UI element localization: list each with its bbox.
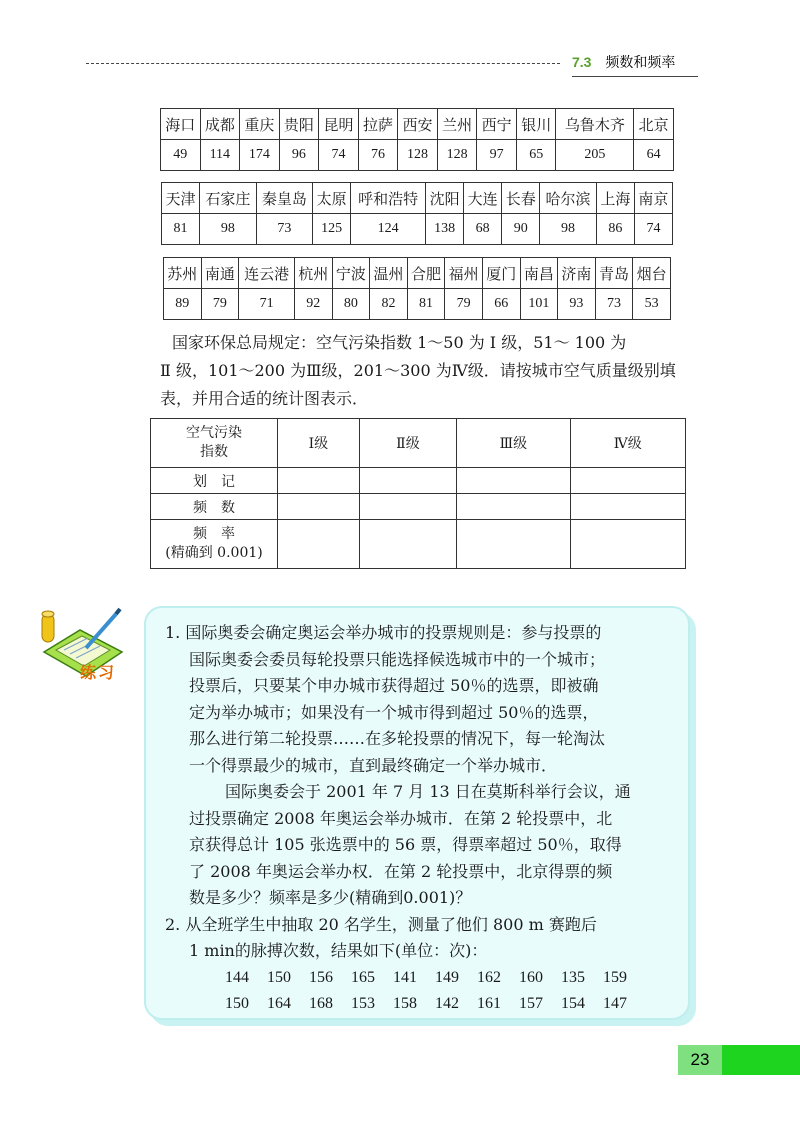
city-cell: 西安 bbox=[398, 109, 438, 140]
value-cell: 98 bbox=[540, 214, 597, 245]
city-cell: 昆明 bbox=[319, 109, 359, 140]
city-cell: 厦门 bbox=[482, 258, 520, 289]
city-values-row bbox=[161, 140, 674, 171]
value-cell: 98 bbox=[200, 214, 257, 245]
value-cell: 90 bbox=[502, 214, 540, 245]
value-cell: 138 bbox=[426, 214, 464, 245]
value-cell: 114 bbox=[200, 140, 240, 171]
practice-label: 练习 bbox=[80, 665, 117, 682]
city-names-row bbox=[162, 183, 673, 214]
row-label: 划 记 bbox=[151, 468, 278, 494]
city-cell: 南昌 bbox=[520, 258, 558, 289]
city-cell: 济南 bbox=[558, 258, 596, 289]
section-title: 频数和频率 bbox=[605, 54, 676, 70]
paragraph-line: 表，并用合适的统计图表示． bbox=[160, 389, 369, 408]
value-cell: 74 bbox=[634, 214, 672, 245]
city-table-1 bbox=[160, 108, 674, 171]
city-cell: 重庆 bbox=[240, 109, 280, 140]
q1b-line: 国际奥委会于 2001 年 7 月 13 日在莫斯科举行会议，通 bbox=[225, 782, 631, 801]
blank-cell bbox=[278, 520, 360, 569]
value-cell: 66 bbox=[482, 289, 520, 320]
city-cell: 苏州 bbox=[164, 258, 202, 289]
q1b-line: 京获得总计 105 张选票中的 56 票，得票率超过 50％，取得 bbox=[189, 835, 622, 854]
q1-line: 1. 国际奥委会确定奥运会举办城市的投票规则是：参与投票的 bbox=[165, 623, 602, 642]
value-cell: 80 bbox=[332, 289, 370, 320]
value-cell: 49 bbox=[161, 140, 201, 171]
q1b-line: 数是多少？频率是多少(精确到0.001)？ bbox=[189, 888, 472, 907]
city-cell: 大连 bbox=[464, 183, 502, 214]
blank-cell bbox=[278, 494, 360, 520]
value-cell: 89 bbox=[164, 289, 202, 320]
index-header-line: 空气污染 bbox=[186, 425, 242, 441]
pulse-data-row: 144 150 156 165 141 149 162 160 135 159 bbox=[225, 968, 627, 986]
city-cell: 北京 bbox=[634, 109, 674, 140]
value-cell: 73 bbox=[595, 289, 633, 320]
city-cell: 成都 bbox=[200, 109, 240, 140]
rate-row bbox=[151, 520, 686, 569]
city-cell: 烟台 bbox=[633, 258, 671, 289]
city-cell: 上海 bbox=[596, 183, 634, 214]
q1-line: 那么进行第二轮投票……在多轮投票的情况下，每一轮淘汰 bbox=[189, 729, 606, 748]
city-cell: 青岛 bbox=[595, 258, 633, 289]
q1-line: 一个得票最少的城市，直到最终确定一个举办城市． bbox=[189, 755, 558, 775]
city-cell: 海口 bbox=[161, 109, 201, 140]
index-header-line: 指数 bbox=[200, 444, 228, 460]
city-cell: 长春 bbox=[502, 183, 540, 214]
value-cell: 124 bbox=[351, 214, 426, 245]
level-header-row bbox=[151, 419, 686, 468]
value-cell: 174 bbox=[240, 140, 280, 171]
tally-row bbox=[151, 468, 686, 494]
city-cell: 兰州 bbox=[437, 109, 477, 140]
value-cell: 74 bbox=[319, 140, 359, 171]
air-quality-level-table bbox=[150, 418, 686, 569]
row-label bbox=[151, 520, 278, 569]
row-label: 频 数 bbox=[151, 494, 278, 520]
city-cell: 贵阳 bbox=[279, 109, 319, 140]
city-cell: 福州 bbox=[445, 258, 483, 289]
page-number: 23 bbox=[690, 1050, 710, 1069]
header-rule bbox=[86, 63, 560, 64]
value-cell: 53 bbox=[633, 289, 671, 320]
value-cell: 76 bbox=[358, 140, 398, 171]
value-cell: 92 bbox=[294, 289, 332, 320]
paragraph-line: 国家环保总局规定：空气污染指数 1～50 为 Ⅰ 级，51～ 100 为 bbox=[172, 333, 627, 352]
city-cell: 天津 bbox=[162, 183, 200, 214]
practice-text bbox=[165, 620, 675, 1018]
value-cell: 65 bbox=[516, 140, 556, 171]
city-cell: 温州 bbox=[370, 258, 408, 289]
city-values-row bbox=[162, 214, 673, 245]
blank-cell bbox=[359, 494, 457, 520]
level-header-cell: Ⅲ级 bbox=[457, 419, 570, 468]
blank-cell bbox=[570, 494, 685, 520]
city-cell: 太原 bbox=[313, 183, 351, 214]
blank-cell bbox=[570, 520, 685, 569]
city-names-row bbox=[164, 258, 671, 289]
blank-cell bbox=[359, 468, 457, 494]
q1-line: 定为举办城市；如果没有一个城市得到超过 50％的选票， bbox=[189, 702, 599, 722]
q1b-line: 过投票确定 2008 年奥运会举办城市．在第 2 轮投票中，北 bbox=[189, 808, 613, 828]
city-cell: 连云港 bbox=[239, 258, 295, 289]
q2-line: 1 min的脉搏次数，结果如下(单位：次)： bbox=[189, 941, 488, 960]
city-cell: 乌鲁木齐 bbox=[556, 109, 634, 140]
q1-line: 投票后，只要某个申办城市获得超过 50％的选票，即被确 bbox=[189, 676, 599, 695]
value-cell: 71 bbox=[239, 289, 295, 320]
q1-line: 国际奥委会委员每轮投票只能选择候选城市中的一个城市； bbox=[189, 649, 606, 669]
city-cell: 宁波 bbox=[332, 258, 370, 289]
index-header-cell bbox=[151, 419, 278, 468]
rate-label-line: 频 率 bbox=[193, 526, 235, 542]
value-cell: 128 bbox=[398, 140, 438, 171]
rate-label-line: (精确到 0.001) bbox=[165, 545, 263, 561]
value-cell: 68 bbox=[464, 214, 502, 245]
city-cell: 南通 bbox=[201, 258, 239, 289]
blank-cell bbox=[278, 468, 360, 494]
city-values-row bbox=[164, 289, 671, 320]
frequency-row bbox=[151, 494, 686, 520]
value-cell: 81 bbox=[162, 214, 200, 245]
level-header-cell: Ⅱ级 bbox=[359, 419, 457, 468]
city-cell: 合肥 bbox=[407, 258, 445, 289]
city-cell: 哈尔滨 bbox=[540, 183, 597, 214]
city-table-2 bbox=[161, 182, 673, 245]
value-cell: 101 bbox=[520, 289, 558, 320]
value-cell: 81 bbox=[407, 289, 445, 320]
blank-cell bbox=[457, 468, 570, 494]
q1b-line: 了 2008 年奥运会举办权．在第 2 轮投票中，北京得票的频 bbox=[189, 861, 613, 881]
page-number-bar bbox=[722, 1045, 800, 1075]
city-names-row bbox=[161, 109, 674, 140]
city-cell: 银川 bbox=[516, 109, 556, 140]
level-header-cell: Ⅳ级 bbox=[570, 419, 685, 468]
value-cell: 205 bbox=[556, 140, 634, 171]
blank-cell bbox=[359, 520, 457, 569]
city-cell: 秦皇岛 bbox=[256, 183, 313, 214]
section-number: 7.3 bbox=[572, 54, 592, 70]
level-header-cell: Ⅰ级 bbox=[278, 419, 360, 468]
pulse-data-row: 150 164 168 153 158 142 161 157 154 147 bbox=[225, 995, 627, 1012]
instruction-paragraph bbox=[160, 329, 690, 413]
value-cell: 128 bbox=[437, 140, 477, 171]
city-cell: 杭州 bbox=[294, 258, 332, 289]
value-cell: 86 bbox=[596, 214, 634, 245]
section-header bbox=[572, 52, 675, 72]
value-cell: 73 bbox=[256, 214, 313, 245]
city-cell: 呼和浩特 bbox=[351, 183, 426, 214]
value-cell: 93 bbox=[558, 289, 596, 320]
value-cell: 79 bbox=[201, 289, 239, 320]
city-cell: 西宁 bbox=[477, 109, 517, 140]
value-cell: 82 bbox=[370, 289, 408, 320]
city-cell: 南京 bbox=[634, 183, 672, 214]
city-table-3 bbox=[163, 257, 671, 320]
value-cell: 125 bbox=[313, 214, 351, 245]
blank-cell bbox=[457, 520, 570, 569]
city-cell: 石家庄 bbox=[200, 183, 257, 214]
value-cell: 97 bbox=[477, 140, 517, 171]
city-cell: 沈阳 bbox=[426, 183, 464, 214]
value-cell: 64 bbox=[634, 140, 674, 171]
city-cell: 拉萨 bbox=[358, 109, 398, 140]
value-cell: 96 bbox=[279, 140, 319, 171]
q2-line: 2. 从全班学生中抽取 20 名学生，测量了他们 800 m 赛跑后 bbox=[165, 914, 597, 934]
blank-cell bbox=[570, 468, 685, 494]
paragraph-line: Ⅱ 级，101～200 为Ⅲ级，201～300 为Ⅳ级．请按城市空气质量级别填 bbox=[160, 361, 676, 380]
blank-cell bbox=[457, 494, 570, 520]
value-cell: 79 bbox=[445, 289, 483, 320]
header-underline bbox=[572, 76, 698, 77]
